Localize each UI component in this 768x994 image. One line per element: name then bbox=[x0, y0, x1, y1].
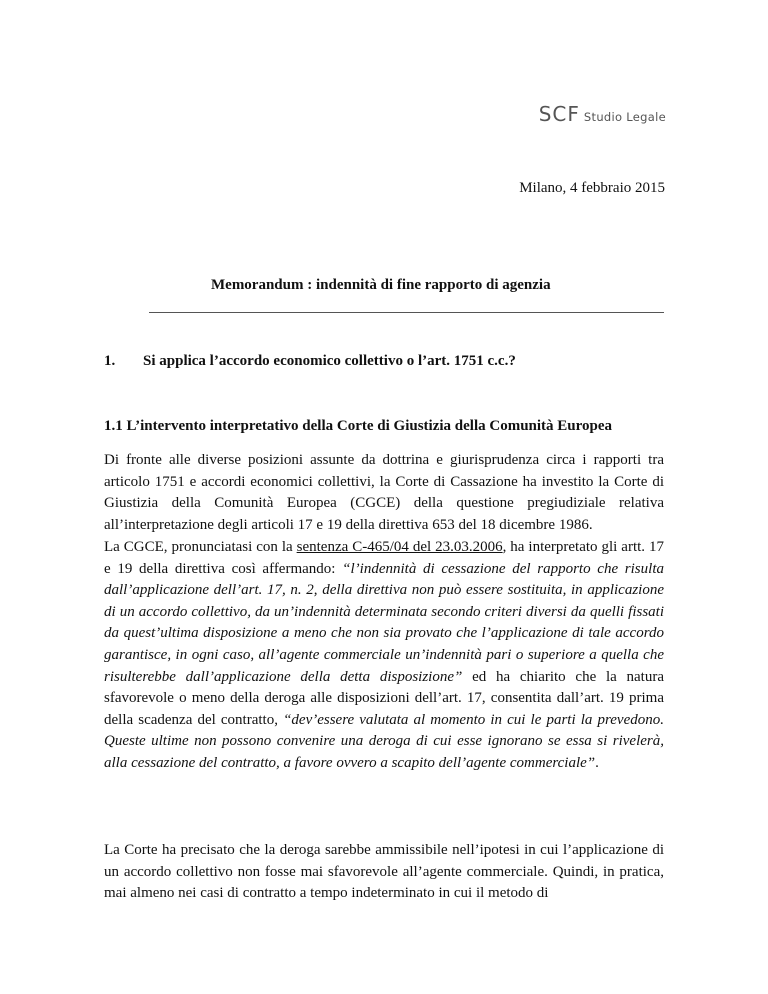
paragraph-2-text-b: , ha interpretato gli artt. 17 e 19 della direttiva così affermando: bbox=[104, 539, 664, 577]
section-heading bbox=[104, 353, 516, 370]
paragraph-2-quote-1: “l’indennità di cessazione del rapporto che risulta dall’applicazione dell’art. 17, n. 2, della direttiva non può essere sostituita, in applicazione di un accordo collettivo, da un’indennità determinata secondo criteri diversi da quelli fissati da quest’ultima disposizione a meno che non sia provato che l’applicazione di tale accordo garantisce, in ogni caso, all’agente commerciale un’indennità pari o superiore a quella che risulterebbe dall’applicazione della detta disposizione” bbox=[104, 560, 664, 685]
firm-logo bbox=[539, 102, 666, 126]
logo-main-text: SCF bbox=[538, 102, 580, 126]
paragraph-1: Di fronte alle diverse posizioni assunte da dottrina e giurisprudenza circa i rapporti tra articolo 1751 e accordi economici collettivi, la Corte di Cassazione ha investito la Corte di Giustizia della Comunità Europea (CGCE) della questione pregiudiziale relativa all’interpretazione degli articoli 17 e 19 della direttiva 653 del 18 dicembre 1986. bbox=[104, 452, 664, 533]
title-divider bbox=[149, 312, 664, 313]
logo-sub-text: Studio Legale bbox=[583, 110, 666, 124]
paragraph-3: La Corte ha precisato che la deroga sarebbe ammissibile nell’ipotesi in cui l’applicazione di un accordo collettivo non fosse mai sfavorevole all’agente commerciale. Quindi, in pratica, mai almeno nei casi di contratto a tempo indeterminato in cui il metodo di bbox=[104, 842, 664, 902]
judgment-reference-link[interactable]: sentenza C-465/04 del 23.03.2006 bbox=[296, 539, 503, 555]
paragraph-2-quote-2: “dev’essere valutata al momento in cui le parti la prevedono. Queste ultime non possono convenire una deroga di cui esse ignorano se essa si rivelerà, alla cessazione del contratto, a favore ovvero a scapito dell’agente commerciale” bbox=[104, 711, 664, 771]
paragraph-2-text-c: ed ha chiarito che la natura sfavorevole o meno della deroga alle disposizioni dell’art. 17, consentita dall’art. 19 prima della scadenza del contratto, bbox=[104, 668, 665, 728]
memo-title: Memorandum : indennità di fine rapporto di agenzia bbox=[211, 277, 551, 293]
paragraph-2 bbox=[104, 537, 664, 775]
paragraph-2-text-d: . bbox=[595, 754, 599, 771]
document-date: Milano, 4 febbraio 2015 bbox=[519, 180, 665, 196]
paragraph-2-text-a: La CGCE, pronunciatasi con la bbox=[104, 539, 297, 555]
section-number: 1. bbox=[104, 353, 116, 369]
subsection-heading: 1.1 L’intervento interpretativo della Corte di Giustizia della Comunità Europea bbox=[104, 418, 613, 434]
section-title: Si applica l’accordo economico collettivo o l’art. 1751 c.c.? bbox=[143, 353, 516, 369]
